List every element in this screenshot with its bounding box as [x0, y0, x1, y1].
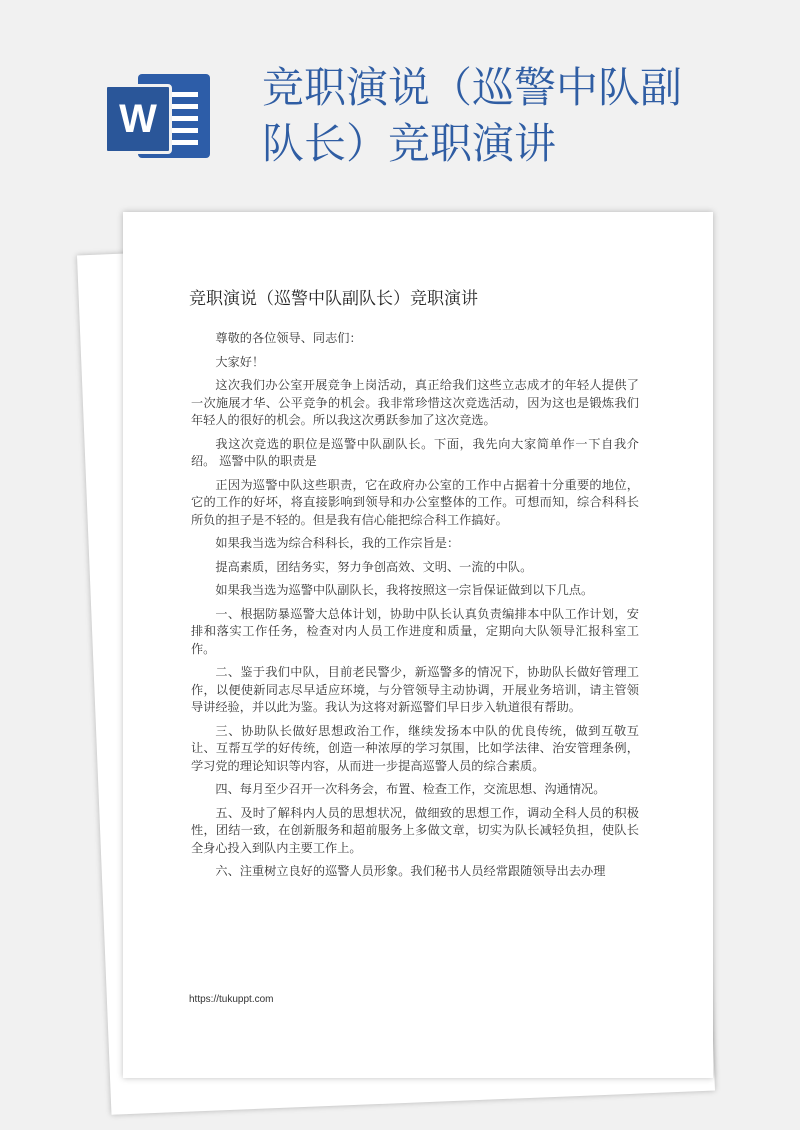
footer-url: https://tukuppt.com	[189, 994, 274, 1005]
paragraph: 一、根据防暴巡警大总体计划，协助中队长认真负责编排本中队工作计划，安排和落实工作任务，检查对内人员工作进度和质量，定期向大队领导汇报科室工作。	[191, 606, 639, 656]
word-badge: W	[104, 84, 172, 154]
paragraph: 我这次竞选的职位是巡警中队副队长。下面，我先向大家简单作一下自我介绍。 巡警中队的职责是	[191, 436, 639, 468]
paragraph: 如果我当选为综合科科长，我的工作宗旨是：	[215, 536, 460, 550]
document-title: 竞职演说（巡警中队副队长）竞职演讲	[189, 289, 478, 309]
greeting: 大家好！	[215, 354, 265, 369]
paragraph: 如果我当选为巡警中队副队长，我将按照这一宗旨保证做到以下几点。	[215, 583, 594, 597]
page-header	[0, 0, 800, 200]
paragraph: 六、注重树立良好的巡警人员形象。我们秘书人员经常跟随领导出去办理	[215, 864, 606, 878]
document-body	[191, 330, 639, 887]
word-document-icon	[104, 70, 212, 162]
paragraph: 提高素质，团结务实，努力争创高效、文明、一流的中队。	[215, 559, 533, 574]
page-title: 竞职演说（巡警中队副队长）竞职演讲	[262, 63, 683, 168]
paragraph: 二、鉴于我们中队，目前老民警少，新巡警多的情况下，协助队长做好管理工作，以便使新同志尽早适应环境，与分管领导主动协调，开展业务培训，请主管领导讲经验，并以此为鉴。我认为这将对新巡警们早日步入轨道很有帮助。	[191, 665, 639, 714]
paragraph: 四、每月至少召开一次科务会，布置、检查工作，交流思想、沟通情况。	[215, 782, 606, 796]
paragraph: 三、协助队长做好思想政治工作，继续发扬本中队的优良传统，做到互敬互让、互帮互学的好传统，创造一种浓厚的学习氛围，比如学法律、治安管理条例，学习党的理论知识等内容，从而进一步提高巡警人员的综合素质。	[191, 723, 639, 773]
paragraph: 这次我们办公室开展竞争上岗活动，真正给我们这些立志成才的年轻人提供了一次施展才华、公平竞争的机会。我非常珍惜这次竞选活动，因为这也是锻炼我们年轻人的很好的机会。所以我这次勇跃参加了这次竞选。	[191, 378, 639, 427]
paragraph: 五、及时了解科内人员的思想状况，做细致的思想工作，调动全科人员的积极性，团结一致，在创新服务和超前服务上多做文章，切实为队长减轻负担，使队长全身心投入到队内主要工作上。	[191, 805, 639, 855]
salutation: 尊敬的各位领导、同志们：	[215, 331, 362, 345]
paragraph: 正因为巡警中队这些职责，它在政府办公室的工作中占据着十分重要的地位，它的工作的好坏，将直接影响到领导和办公室整体的工作。可想而知，综合科科长所负的担子是不轻的。但是我有信心能把综合科工作搞好。	[191, 477, 639, 527]
document-page	[123, 212, 713, 1078]
